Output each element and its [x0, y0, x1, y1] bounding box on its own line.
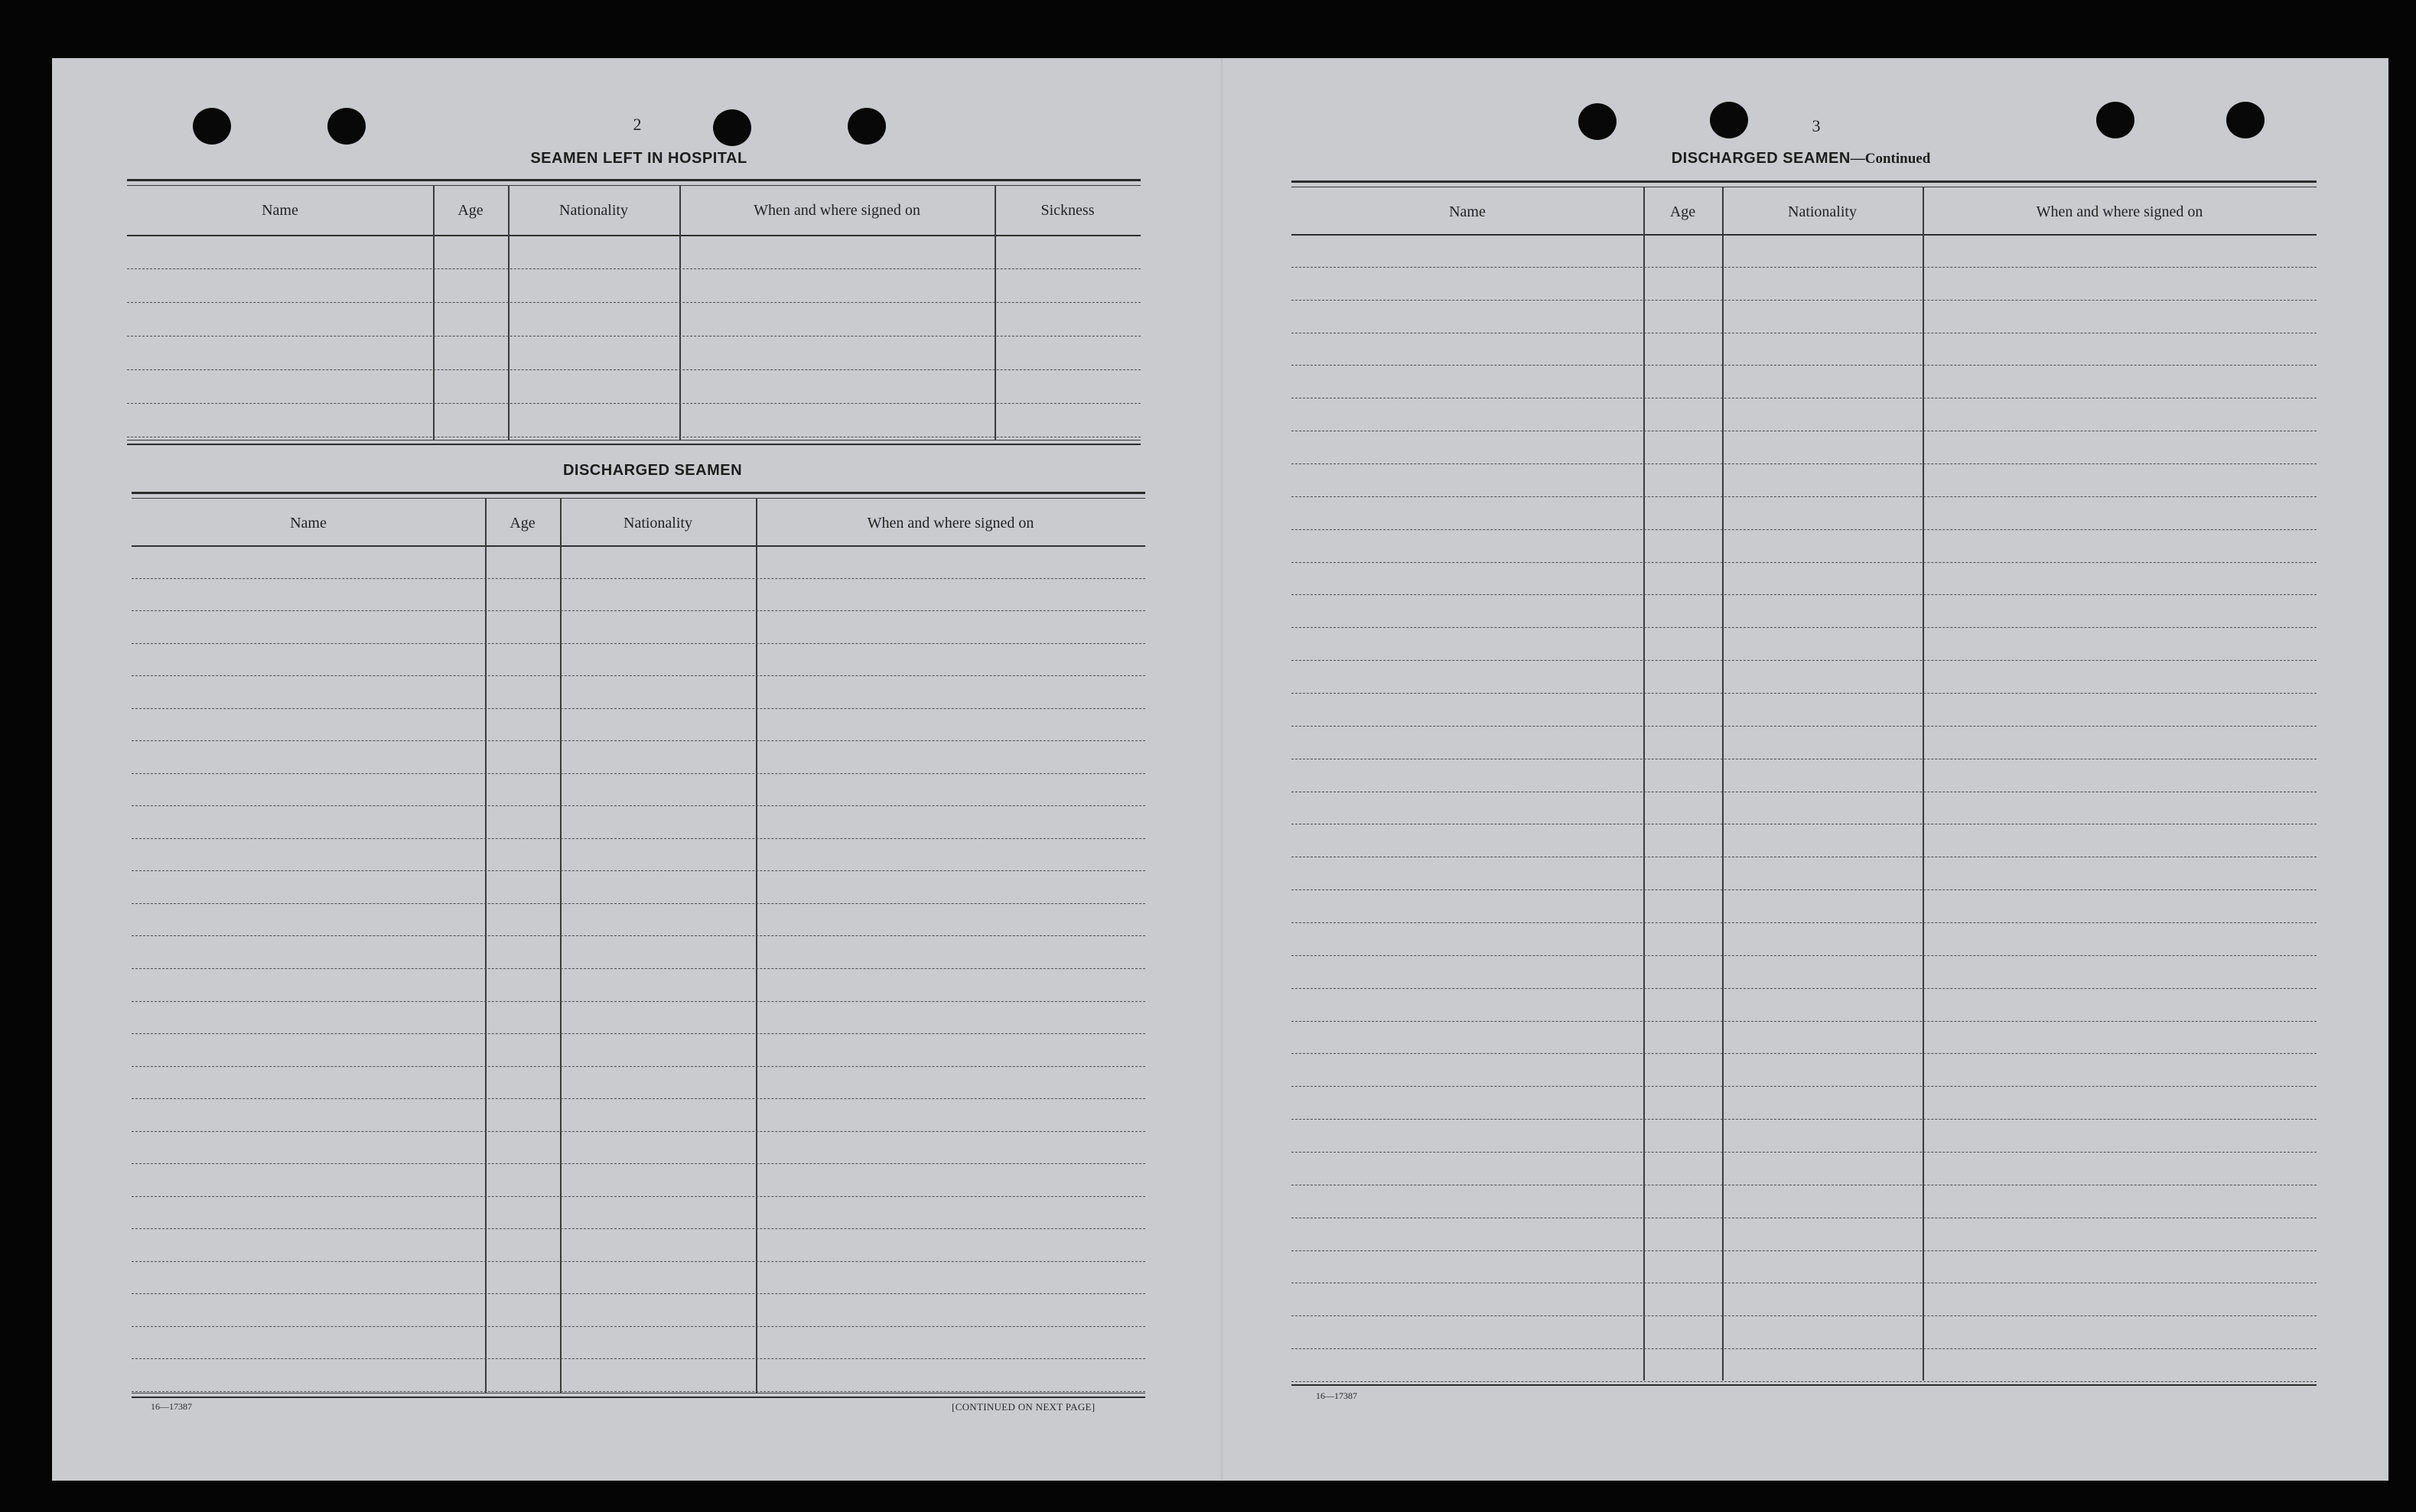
column-header-age: Age	[457, 201, 484, 219]
page-fold	[1221, 58, 1223, 1481]
table-row	[1291, 1315, 2317, 1316]
table-row	[132, 1131, 1145, 1132]
table-row	[132, 870, 1145, 871]
table-row	[132, 643, 1145, 644]
column-divider	[560, 499, 562, 1393]
table-row	[132, 773, 1145, 774]
punch-hole	[1578, 103, 1617, 140]
table-row	[1291, 955, 2317, 956]
table-row	[132, 838, 1145, 839]
header-underline	[132, 545, 1145, 547]
column-divider	[508, 186, 510, 440]
form-number-right: 16—17387	[1316, 1390, 1357, 1401]
punch-hole	[2096, 102, 2134, 138]
table-row	[1291, 529, 2317, 530]
table-row	[127, 403, 1141, 404]
table-row	[132, 1098, 1145, 1099]
hospital-section-title: SEAMEN LEFT IN HOSPITAL	[530, 150, 747, 167]
punch-hole	[193, 108, 231, 145]
form-number-left: 16—17387	[151, 1401, 192, 1412]
table-row	[132, 903, 1145, 904]
hospital-table	[127, 179, 1141, 445]
table-row	[1291, 726, 2317, 727]
table-row	[1291, 1381, 2317, 1382]
table-row	[132, 675, 1145, 676]
column-divider	[679, 186, 681, 440]
right-section-title	[1672, 150, 1931, 167]
column-divider	[1643, 187, 1645, 1380]
right-section-title-main: DISCHARGED SEAMEN	[1671, 150, 1851, 167]
column-header-nationality: Nationality	[624, 514, 692, 532]
page-number-right: 3	[1812, 116, 1821, 135]
column-header-signed-on: When and where signed on	[754, 201, 920, 219]
column-header-nationality: Nationality	[1788, 203, 1857, 220]
column-header-age: Age	[510, 514, 536, 532]
table-row	[1291, 922, 2317, 923]
table-row	[132, 1228, 1145, 1229]
table-row	[1291, 594, 2317, 595]
punch-hole	[713, 109, 751, 146]
table-row	[1291, 365, 2317, 366]
table-row	[132, 1358, 1145, 1359]
column-divider	[1722, 187, 1724, 1380]
discharged-table	[132, 492, 1145, 1398]
table-row	[132, 1163, 1145, 1164]
table-row	[132, 1293, 1145, 1294]
table-row	[132, 968, 1145, 969]
discharged-section-title: DISCHARGED SEAMEN	[562, 462, 743, 479]
punch-hole	[327, 108, 366, 145]
right-section-title-suffix: —Continued	[1850, 151, 1931, 167]
header-underline	[1291, 234, 2317, 236]
column-header-signed-on: When and where signed on	[2036, 203, 2203, 220]
punch-hole	[2226, 102, 2265, 138]
table-row	[132, 708, 1145, 709]
table-bottom-rule	[1291, 1384, 2317, 1386]
table-row	[1291, 1119, 2317, 1120]
table-row	[1291, 463, 2317, 464]
table-row	[1291, 1250, 2317, 1251]
table-row	[1291, 889, 2317, 890]
column-header-name: Name	[262, 201, 298, 219]
table-row	[1291, 300, 2317, 301]
table-row	[1291, 627, 2317, 628]
header-underline	[127, 235, 1141, 236]
column-divider	[995, 186, 996, 440]
column-header-sickness: Sickness	[1040, 201, 1095, 219]
table-row	[127, 302, 1141, 303]
table-top-rule	[132, 492, 1145, 499]
table-row	[132, 805, 1145, 806]
table-row	[132, 1066, 1145, 1067]
table-row	[132, 935, 1145, 936]
table-row	[1291, 1348, 2317, 1349]
column-divider	[756, 499, 757, 1393]
column-header-name: Name	[1449, 203, 1486, 220]
table-row	[1291, 988, 2317, 989]
column-header-nationality: Nationality	[559, 201, 628, 219]
table-row	[1291, 562, 2317, 563]
table-row	[127, 336, 1141, 337]
column-divider	[433, 186, 435, 440]
page-number-left: 2	[633, 115, 642, 134]
table-row	[1291, 693, 2317, 694]
table-row	[1291, 1053, 2317, 1054]
table-row	[132, 740, 1145, 741]
table-row	[127, 369, 1141, 370]
column-divider	[1923, 187, 1924, 1380]
table-row	[1291, 660, 2317, 661]
column-header-signed-on: When and where signed on	[867, 514, 1034, 532]
table-row	[1291, 496, 2317, 497]
punch-hole	[848, 108, 886, 145]
continued-note: [CONTINUED ON NEXT PAGE]	[952, 1401, 1096, 1413]
table-row	[132, 610, 1145, 611]
discharged-continued-table	[1291, 180, 2317, 1386]
table-row	[132, 1033, 1145, 1034]
column-divider	[485, 499, 487, 1393]
table-row	[1291, 1152, 2317, 1153]
column-header-name: Name	[290, 514, 327, 532]
table-bottom-rule	[127, 440, 1141, 445]
table-row	[1291, 267, 2317, 268]
table-top-rule	[127, 179, 1141, 186]
table-row	[132, 1391, 1145, 1392]
column-header-age: Age	[1669, 203, 1696, 220]
table-row	[132, 578, 1145, 579]
table-row	[1291, 1086, 2317, 1087]
table-row	[127, 268, 1141, 269]
table-row	[132, 1326, 1145, 1327]
table-row	[132, 1261, 1145, 1262]
punch-hole	[1710, 102, 1748, 138]
table-bottom-rule	[132, 1393, 1145, 1398]
table-row	[1291, 1021, 2317, 1022]
table-top-rule	[1291, 180, 2317, 187]
table-row	[132, 1001, 1145, 1002]
table-row	[132, 1196, 1145, 1197]
